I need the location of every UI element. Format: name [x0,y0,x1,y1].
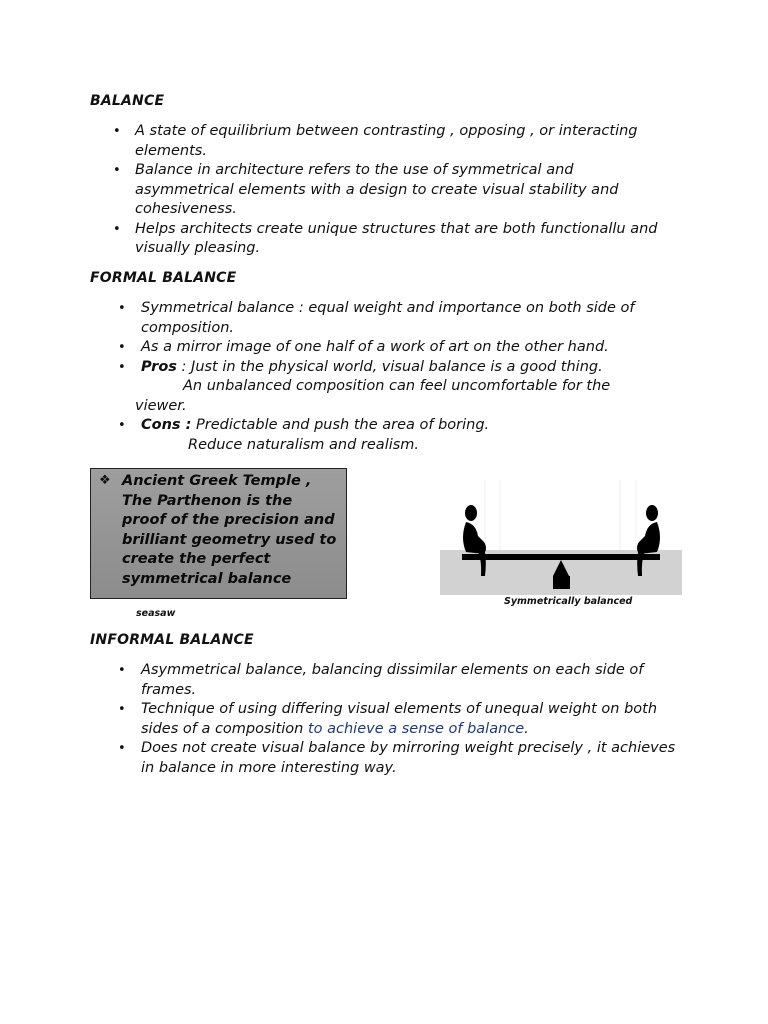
seesaw-illustration [440,470,682,595]
callout-text: Ancient Greek Temple , The Parthenon is the proof of the precision and brilliant geometry used to create the perfect symmetrical balance [122,473,337,587]
list-item-pros: • Pros : Just in the physical world, visual balance is a good thing. An unbalanced composition can feel uncomfortable for the viewer. [118,358,611,414]
seesaw-image-caption: Symmetrically balanced [504,596,633,607]
formal-balance-list [118,299,681,455]
heading-balance: BALANCE [90,93,165,109]
list-item: • As a mirror image of one half of a work of art on the other hand. [118,339,609,355]
list-item: • Technique of using differing visual elements of unequal weight on both sides of a composition to achieve a sense of balance. [118,701,658,737]
list-item: • Helps architects create unique structures that are both functionallu and visually pleasing. [113,220,658,256]
list-item: • A state of equilibrium between contrasting , opposing , or interacting elements. [113,123,638,159]
list-item-cons: • Cons : Predictable and push the area of boring. Reduce naturalism and realism. [118,417,490,453]
balance-list [113,122,675,259]
diamond-bullet-icon: ❖ [99,473,111,488]
list-item: • Symmetrical balance : equal weight and importance on both side of composition. [118,300,635,336]
list-item: • Balance in architecture refers to the use of symmetrical and asymmetrical elements with a design to create visual stability and cohesiveness. [113,162,619,217]
list-item: • Does not create visual balance by mirroring weight precisely , it achieves in balance in more interesting way. [118,740,676,776]
heading-informal-balance: INFORMAL BALANCE [90,632,254,648]
informal-balance-list [118,661,681,778]
parthenon-callout [90,468,347,599]
list-item: • Asymmetrical balance, balancing dissimilar elements on each side of frames. [118,662,644,698]
seesaw-caption: seasaw [136,608,176,619]
heading-formal-balance: FORMAL BALANCE [90,270,237,286]
